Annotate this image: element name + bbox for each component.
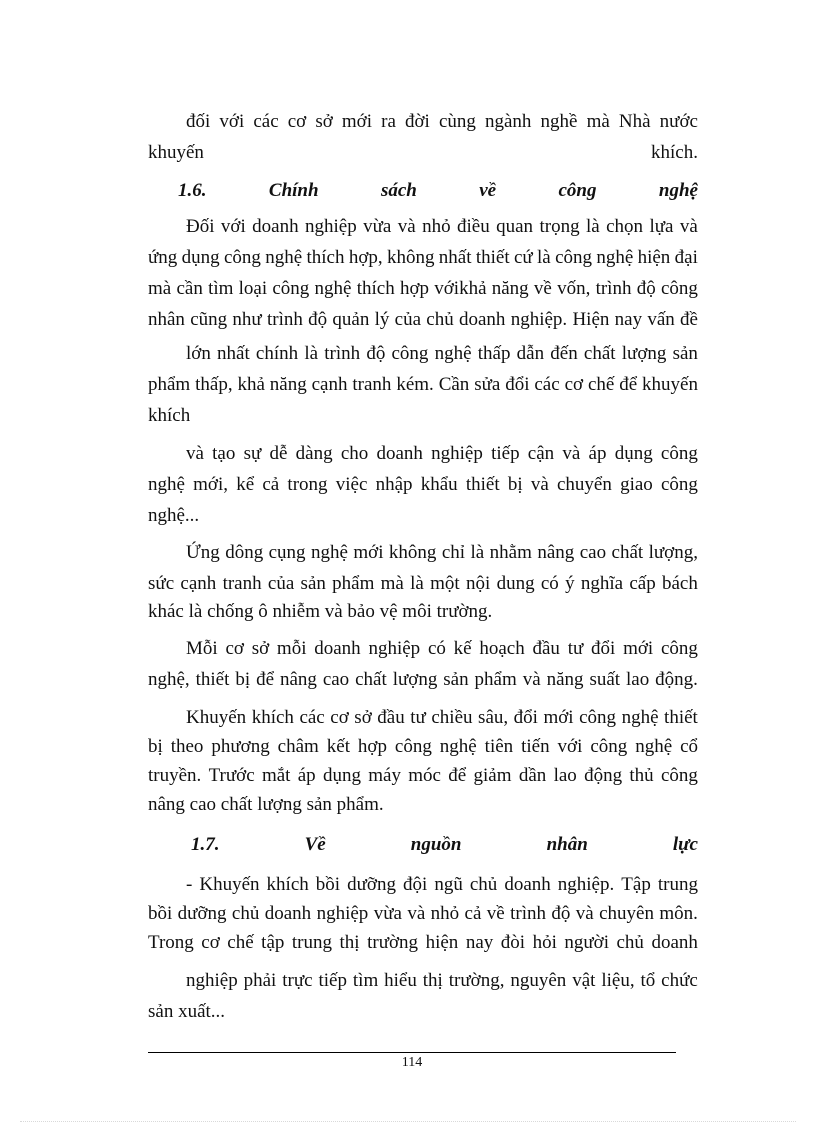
text-line: mà cần tìm loại công nghệ thích hợp vớikhả năng về vốn, trình độ công	[148, 278, 698, 299]
text-line: nghiệp phải trực tiếp tìm hiểu thị trường, nguyên vật liệu, tổ chức	[186, 970, 698, 991]
text-line: nghệ, thiết bị để nâng cao chất lượng sản phẩm và năng suất lao động.	[148, 669, 698, 690]
text-line: lớn nhất chính là trình độ công nghệ thấp dẫn đến chất lượng sản	[186, 343, 698, 364]
text-line: Ứng dông cụng nghệ mới không chỉ là nhằm nâng cao chất lượng,	[186, 542, 698, 563]
footer-rule	[148, 1052, 676, 1053]
text-line: sức cạnh tranh của sản phẩm mà là một nội dung có ý nghĩa cấp bách	[148, 573, 698, 594]
text-line: Trong cơ chế tập trung thị trường hiện nay đòi hỏi người chủ doanh	[148, 932, 698, 953]
section-heading-1-7: 1.7. Về nguồn nhân lực	[191, 834, 698, 855]
text-line: phẩm thấp, khả năng cạnh tranh kém. Cần sửa đổi các cơ chế để khuyến	[148, 374, 698, 395]
text-line: nhân cũng như trình độ quản lý của chủ doanh nghiệp. Hiện nay vấn đề	[148, 309, 698, 330]
section-heading-1-6: 1.6. Chính sách về công nghệ	[178, 180, 698, 201]
text-line: và tạo sự dễ dàng cho doanh nghiệp tiếp cận và áp dụng công	[186, 443, 698, 464]
text-line: Mỗi cơ sở mỗi doanh nghiệp có kế hoạch đầu tư đổi mới công	[186, 638, 698, 659]
text-line: Khuyến khích các cơ sở đầu tư chiều sâu, đổi mới công nghệ thiết	[186, 707, 698, 728]
text-line: sản xuất...	[148, 1001, 226, 1022]
text-line: bị theo phương châm kết hợp công nghệ tiên tiến với công nghệ cổ	[148, 736, 698, 757]
page-bottom-dotted-border	[20, 1121, 796, 1122]
text-line: bồi dưỡng chủ doanh nghiệp vừa và nhỏ cả về trình độ và chuyên môn.	[148, 903, 698, 924]
text-line: truyền. Trước mắt áp dụng máy móc để giảm dần lao động thủ công	[148, 765, 698, 786]
text-line: khuyến khích.	[148, 142, 698, 163]
text-line: Đối với doanh nghiệp vừa và nhỏ điều quan trọng là chọn lựa và	[186, 216, 698, 237]
text-line: - Khuyến khích bồi dưỡng đội ngũ chủ doanh nghiệp. Tập trung	[186, 874, 698, 895]
text-line: khích	[148, 405, 191, 426]
page-number: 114	[401, 1055, 423, 1070]
text-line: nâng cao chất lượng sản phẩm.	[148, 794, 384, 815]
text-line: nghệ mới, kể cả trong việc nhập khẩu thiết bị và chuyển giao công	[148, 474, 698, 495]
text-line: khác là chống ô nhiễm và bảo vệ môi trường.	[148, 601, 493, 622]
text-line: ứng dụng công nghệ thích hợp, không nhất thiết cứ là công nghệ hiện đại	[148, 247, 698, 268]
text-line: nghệ...	[148, 505, 200, 526]
text-line: đối với các cơ sở mới ra đời cùng ngành nghề mà Nhà nước	[186, 111, 698, 132]
